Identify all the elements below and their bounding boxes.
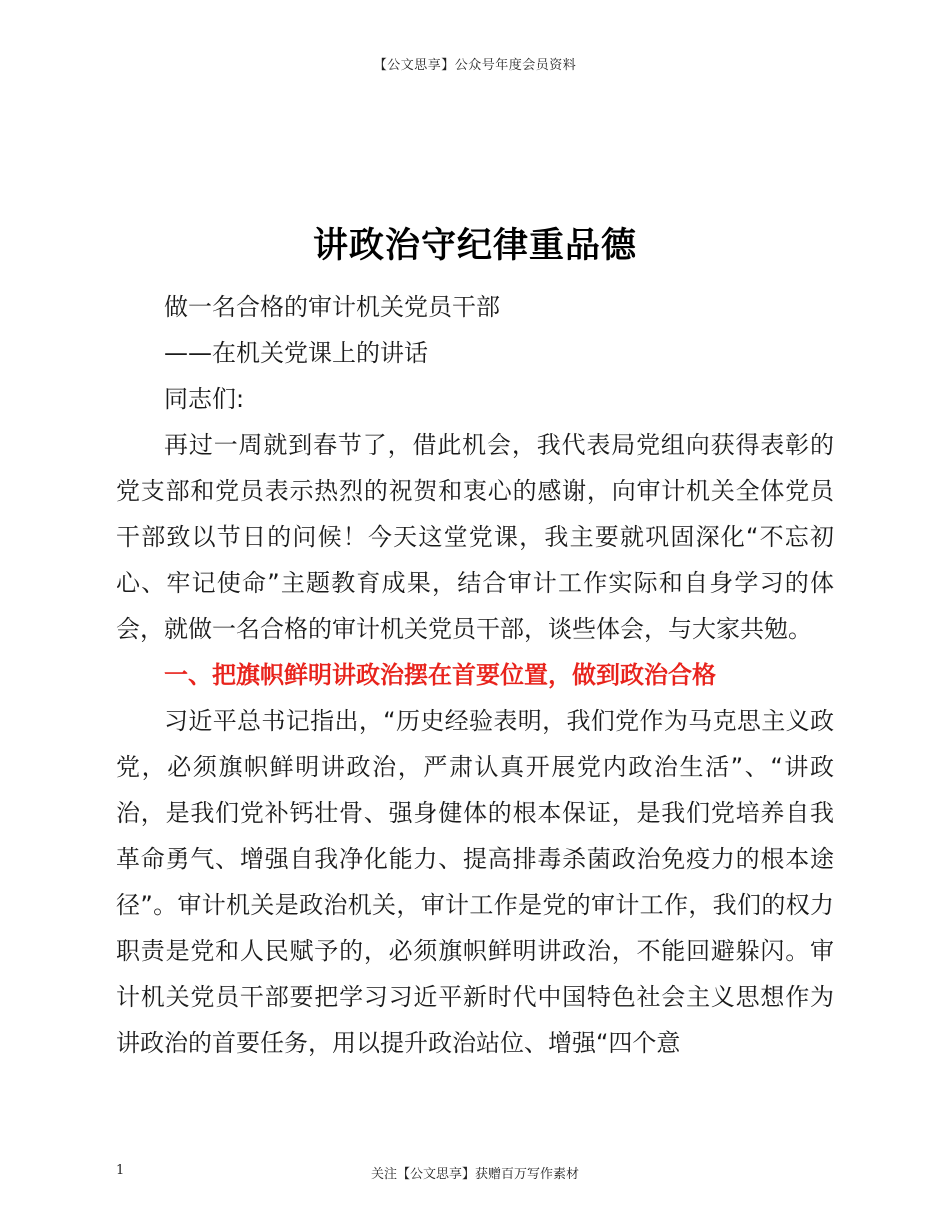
document-title: 讲政治守纪律重品德 (312, 225, 637, 266)
paragraph: 习近平总书记指出，“历史经验表明，我们党作为马克思主义政党，必须旗帜鲜明讲政治，严肃认真开展党内政治生活”、“讲政治，是我们党补钙壮骨、强身健体的根本保证，是我们党培养自我革命勇气、增强自我净化能力、提高排毒杀菌政治免疫力的根本途径”。审计机关是政治机关，审计工作是党的审计工作，我们的权力职责是党和人民赋予的，必须旗帜鲜明讲政治，不能回避躲闪。审计机关党员干部要把学习习近平新时代中国特色社会主义思想作为讲政治的首要任务，用以提升政治站位、增强“四个意 (116, 707, 834, 1057)
document-body (116, 284, 834, 1066)
salutation: 同志们: (164, 385, 245, 413)
paragraph: 再过一周就到春节了，借此机会，我代表局党组向获得表彰的党支部和党员表示热烈的祝贺和衷心的感谢，向审计机关全体党员干部致以节日的问候！今天这堂党课，我主要就巩固深化“不忘初心、牢记使命”主题教育成果，结合审计工作实际和自身学习的体会，就做一名合格的审计机关党员干部，谈些体会，与大家共勉。 (116, 431, 834, 643)
page-footer-note: 关注【公文思享】获赠百万写作素材 (370, 1167, 579, 1182)
page-header-note: 【公文思享】公众号年度会员资料 (373, 58, 577, 73)
section-heading: 一、把旗帜鲜明讲政治摆在首要位置，做到政治合格 (164, 661, 716, 689)
page-number: 1 (116, 1163, 125, 1178)
document-subtitle: 做一名合格的审计机关党员干部 (164, 293, 500, 321)
document-subtitle-speech: ——在机关党课上的讲话 (164, 339, 428, 367)
